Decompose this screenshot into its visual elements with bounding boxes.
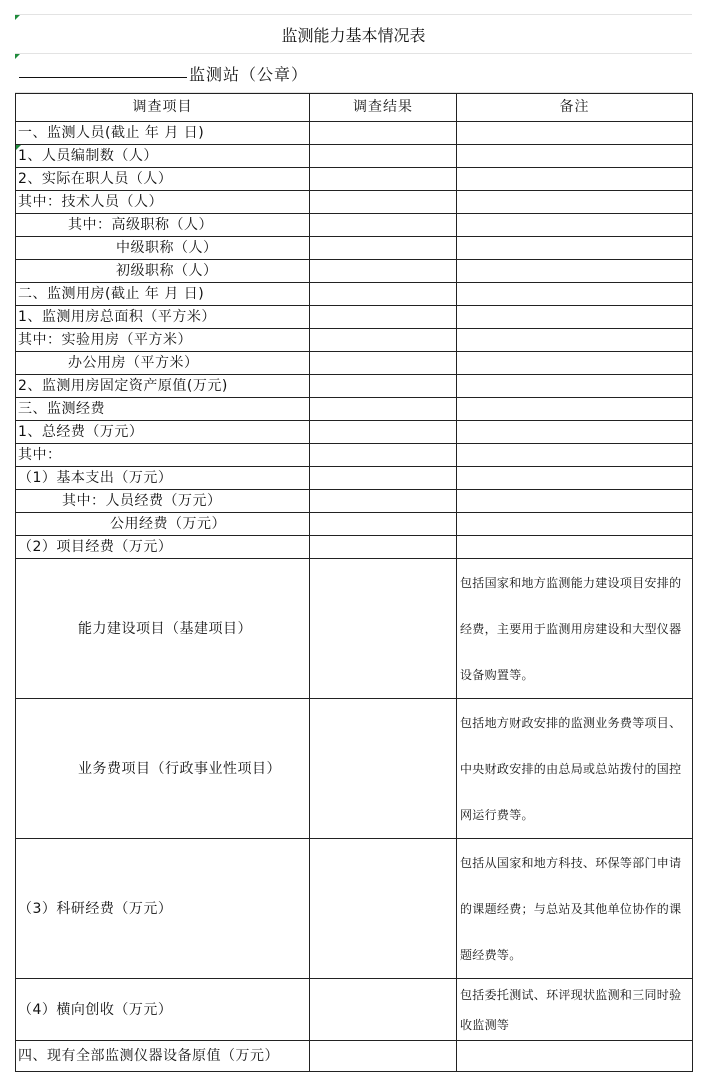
table-row <box>16 467 693 490</box>
table-row <box>16 260 693 283</box>
result-cell[interactable] <box>310 467 457 490</box>
result-cell[interactable] <box>310 398 457 421</box>
cell-comment-marker <box>15 15 20 20</box>
remark-cell[interactable] <box>457 513 693 536</box>
remark-cell[interactable] <box>457 214 693 237</box>
page-title: 监测能力基本情况表 <box>281 25 426 45</box>
remark-cell[interactable] <box>457 1041 693 1072</box>
cell-comment-marker <box>16 145 21 150</box>
result-cell[interactable] <box>310 1041 457 1072</box>
remark-note: 包括国家和地方监测能力建设项目安排的经费，主要用于监测用房建设和大型仪器设备购置等。 <box>457 559 693 699</box>
header-remark: 备注 <box>457 94 693 122</box>
remark-note: 包括从国家和地方科技、环保等部门申请的课题经费；与总站及其他单位协作的课题经费等。 <box>457 839 693 979</box>
row-label: 初级职称（人） <box>16 260 310 283</box>
remark-cell[interactable] <box>457 306 693 329</box>
row-label: （3）科研经费（万元） <box>16 839 310 979</box>
table-row <box>16 699 693 839</box>
table-row <box>16 375 693 398</box>
table-row <box>16 421 693 444</box>
row-label: （2）项目经费（万元） <box>16 536 310 559</box>
result-cell[interactable] <box>310 191 457 214</box>
row-label: 2、实际在职人员（人） <box>16 168 310 191</box>
row-label: 一、监测人员(截止 年 月 日) <box>16 122 310 145</box>
result-cell[interactable] <box>310 260 457 283</box>
row-label: 四、现有全部监测仪器设备原值（万元） <box>16 1041 310 1072</box>
result-cell[interactable] <box>310 559 457 699</box>
header-result: 调查结果 <box>310 94 457 122</box>
remark-cell[interactable] <box>457 122 693 145</box>
table-row <box>16 398 693 421</box>
table-row <box>16 536 693 559</box>
remark-cell[interactable] <box>457 283 693 306</box>
row-label: 其中：实验用房（平方米） <box>16 329 310 352</box>
remark-cell[interactable] <box>457 145 693 168</box>
result-cell[interactable] <box>310 237 457 260</box>
row-label: 1、人员编制数（人） <box>16 145 310 168</box>
result-cell[interactable] <box>310 513 457 536</box>
remark-cell[interactable] <box>457 168 693 191</box>
remark-cell[interactable] <box>457 260 693 283</box>
result-cell[interactable] <box>310 214 457 237</box>
table-row <box>16 979 693 1041</box>
remark-cell[interactable] <box>457 237 693 260</box>
row-label: 业务费项目（行政事业性项目） <box>16 699 310 839</box>
table-row <box>16 145 693 168</box>
remark-note: 包括地方财政安排的监测业务费等项目、中央财政安排的由总局或总站拨付的国控网运行费等。 <box>457 699 693 839</box>
row-label: 能力建设项目（基建项目） <box>16 559 310 699</box>
result-cell[interactable] <box>310 536 457 559</box>
station-suffix: 监测站（公章） <box>189 64 309 84</box>
row-label: 办公用房（平方米） <box>16 352 310 375</box>
result-cell[interactable] <box>310 306 457 329</box>
remark-cell[interactable] <box>457 467 693 490</box>
row-label: （4）横向创收（万元） <box>16 979 310 1041</box>
result-cell[interactable] <box>310 444 457 467</box>
table-row <box>16 191 693 214</box>
row-label: （1）基本支出（万元） <box>16 467 310 490</box>
table-row <box>16 1041 693 1072</box>
table-row <box>16 237 693 260</box>
survey-table <box>15 93 693 1072</box>
survey-sheet <box>15 14 692 1072</box>
table-row <box>16 329 693 352</box>
row-label: 其中： <box>16 444 310 467</box>
remark-cell[interactable] <box>457 329 693 352</box>
result-cell[interactable] <box>310 699 457 839</box>
row-label: 中级职称（人） <box>16 237 310 260</box>
table-row <box>16 283 693 306</box>
table-row <box>16 559 693 699</box>
table-row <box>16 168 693 191</box>
result-cell[interactable] <box>310 352 457 375</box>
result-cell[interactable] <box>310 283 457 306</box>
header-row <box>16 94 693 122</box>
result-cell[interactable] <box>310 490 457 513</box>
table-row <box>16 122 693 145</box>
row-label: 其中：高级职称（人） <box>16 214 310 237</box>
row-label: 其中：人员经费（万元） <box>16 490 310 513</box>
remark-cell[interactable] <box>457 490 693 513</box>
result-cell[interactable] <box>310 145 457 168</box>
result-cell[interactable] <box>310 839 457 979</box>
result-cell[interactable] <box>310 122 457 145</box>
result-cell[interactable] <box>310 329 457 352</box>
row-label: 公用经费（万元） <box>16 513 310 536</box>
remark-cell[interactable] <box>457 398 693 421</box>
row-label: 1、总经费（万元） <box>16 421 310 444</box>
cell-comment-marker <box>15 54 20 59</box>
result-cell[interactable] <box>310 168 457 191</box>
station-name-blank[interactable] <box>19 63 187 78</box>
header-item: 调查项目 <box>16 94 310 122</box>
row-label: 2、监测用房固定资产原值(万元) <box>16 375 310 398</box>
remark-note: 包括委托测试、环评现状监测和三同时验收监测等 <box>457 979 693 1041</box>
title-row <box>15 14 692 54</box>
table-row <box>16 490 693 513</box>
remark-cell[interactable] <box>457 444 693 467</box>
row-label: 三、监测经费 <box>16 398 310 421</box>
result-cell[interactable] <box>310 375 457 398</box>
table-row <box>16 444 693 467</box>
table-row <box>16 352 693 375</box>
result-cell[interactable] <box>310 979 457 1041</box>
row-label: 其中：技术人员（人） <box>16 191 310 214</box>
remark-cell[interactable] <box>457 352 693 375</box>
result-cell[interactable] <box>310 421 457 444</box>
station-row <box>15 54 692 93</box>
remark-cell[interactable] <box>457 191 693 214</box>
remark-cell[interactable] <box>457 375 693 398</box>
table-row <box>16 839 693 979</box>
table-row <box>16 214 693 237</box>
table-row <box>16 306 693 329</box>
table-row <box>16 513 693 536</box>
row-label: 二、监测用房(截止 年 月 日) <box>16 283 310 306</box>
remark-cell[interactable] <box>457 421 693 444</box>
row-label: 1、监测用房总面积（平方米） <box>16 306 310 329</box>
remark-cell[interactable] <box>457 536 693 559</box>
